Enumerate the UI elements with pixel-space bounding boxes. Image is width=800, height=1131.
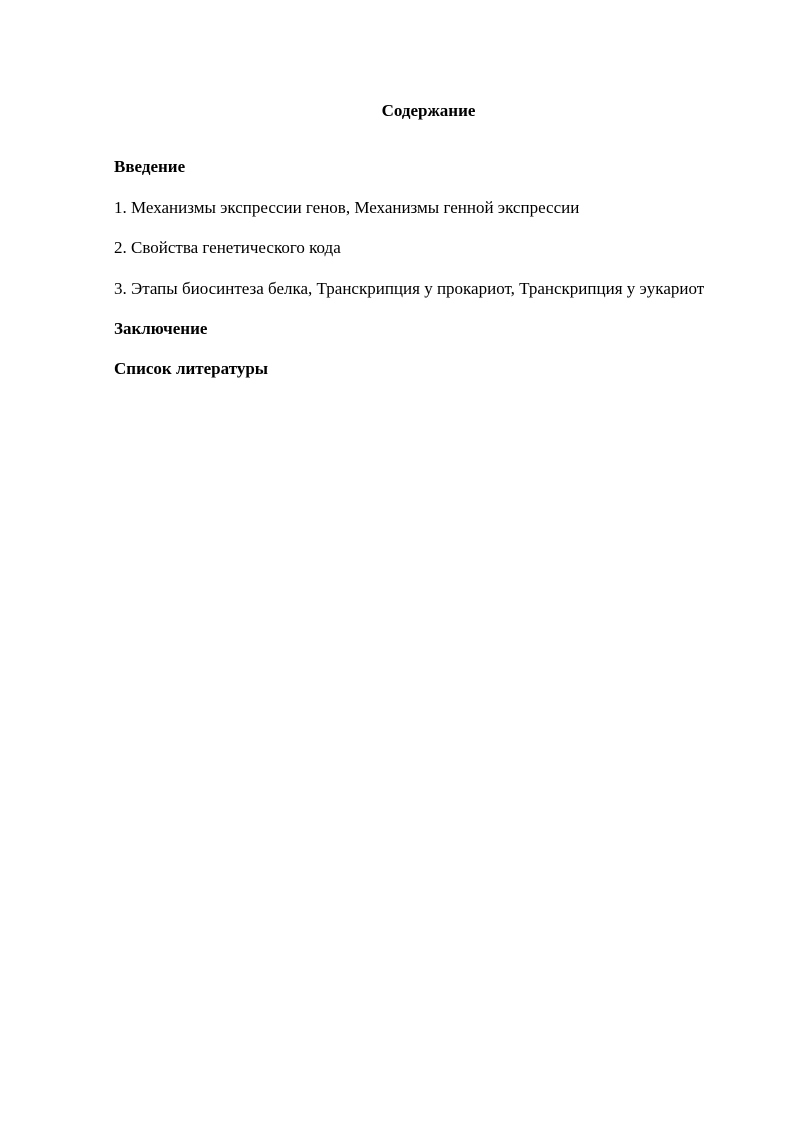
toc-entry-chapter-1: 1. Механизмы экспрессии генов, Механизмы генной экспрессии (114, 198, 580, 217)
toc-entry-references: Список литературы (114, 359, 269, 378)
toc-entry-introduction: Введение (114, 157, 186, 176)
page-title: Содержание (381, 101, 476, 120)
toc-entry-chapter-2: 2. Свойства генетического кода (114, 238, 341, 257)
table-of-contents (114, 156, 743, 380)
toc-entry-chapter-3: 3. Этапы биосинтеза белка, Транскрипция у прокариот, Транскрипция у эукариот (114, 279, 705, 298)
toc-entry-conclusion: Заключение (114, 319, 208, 338)
